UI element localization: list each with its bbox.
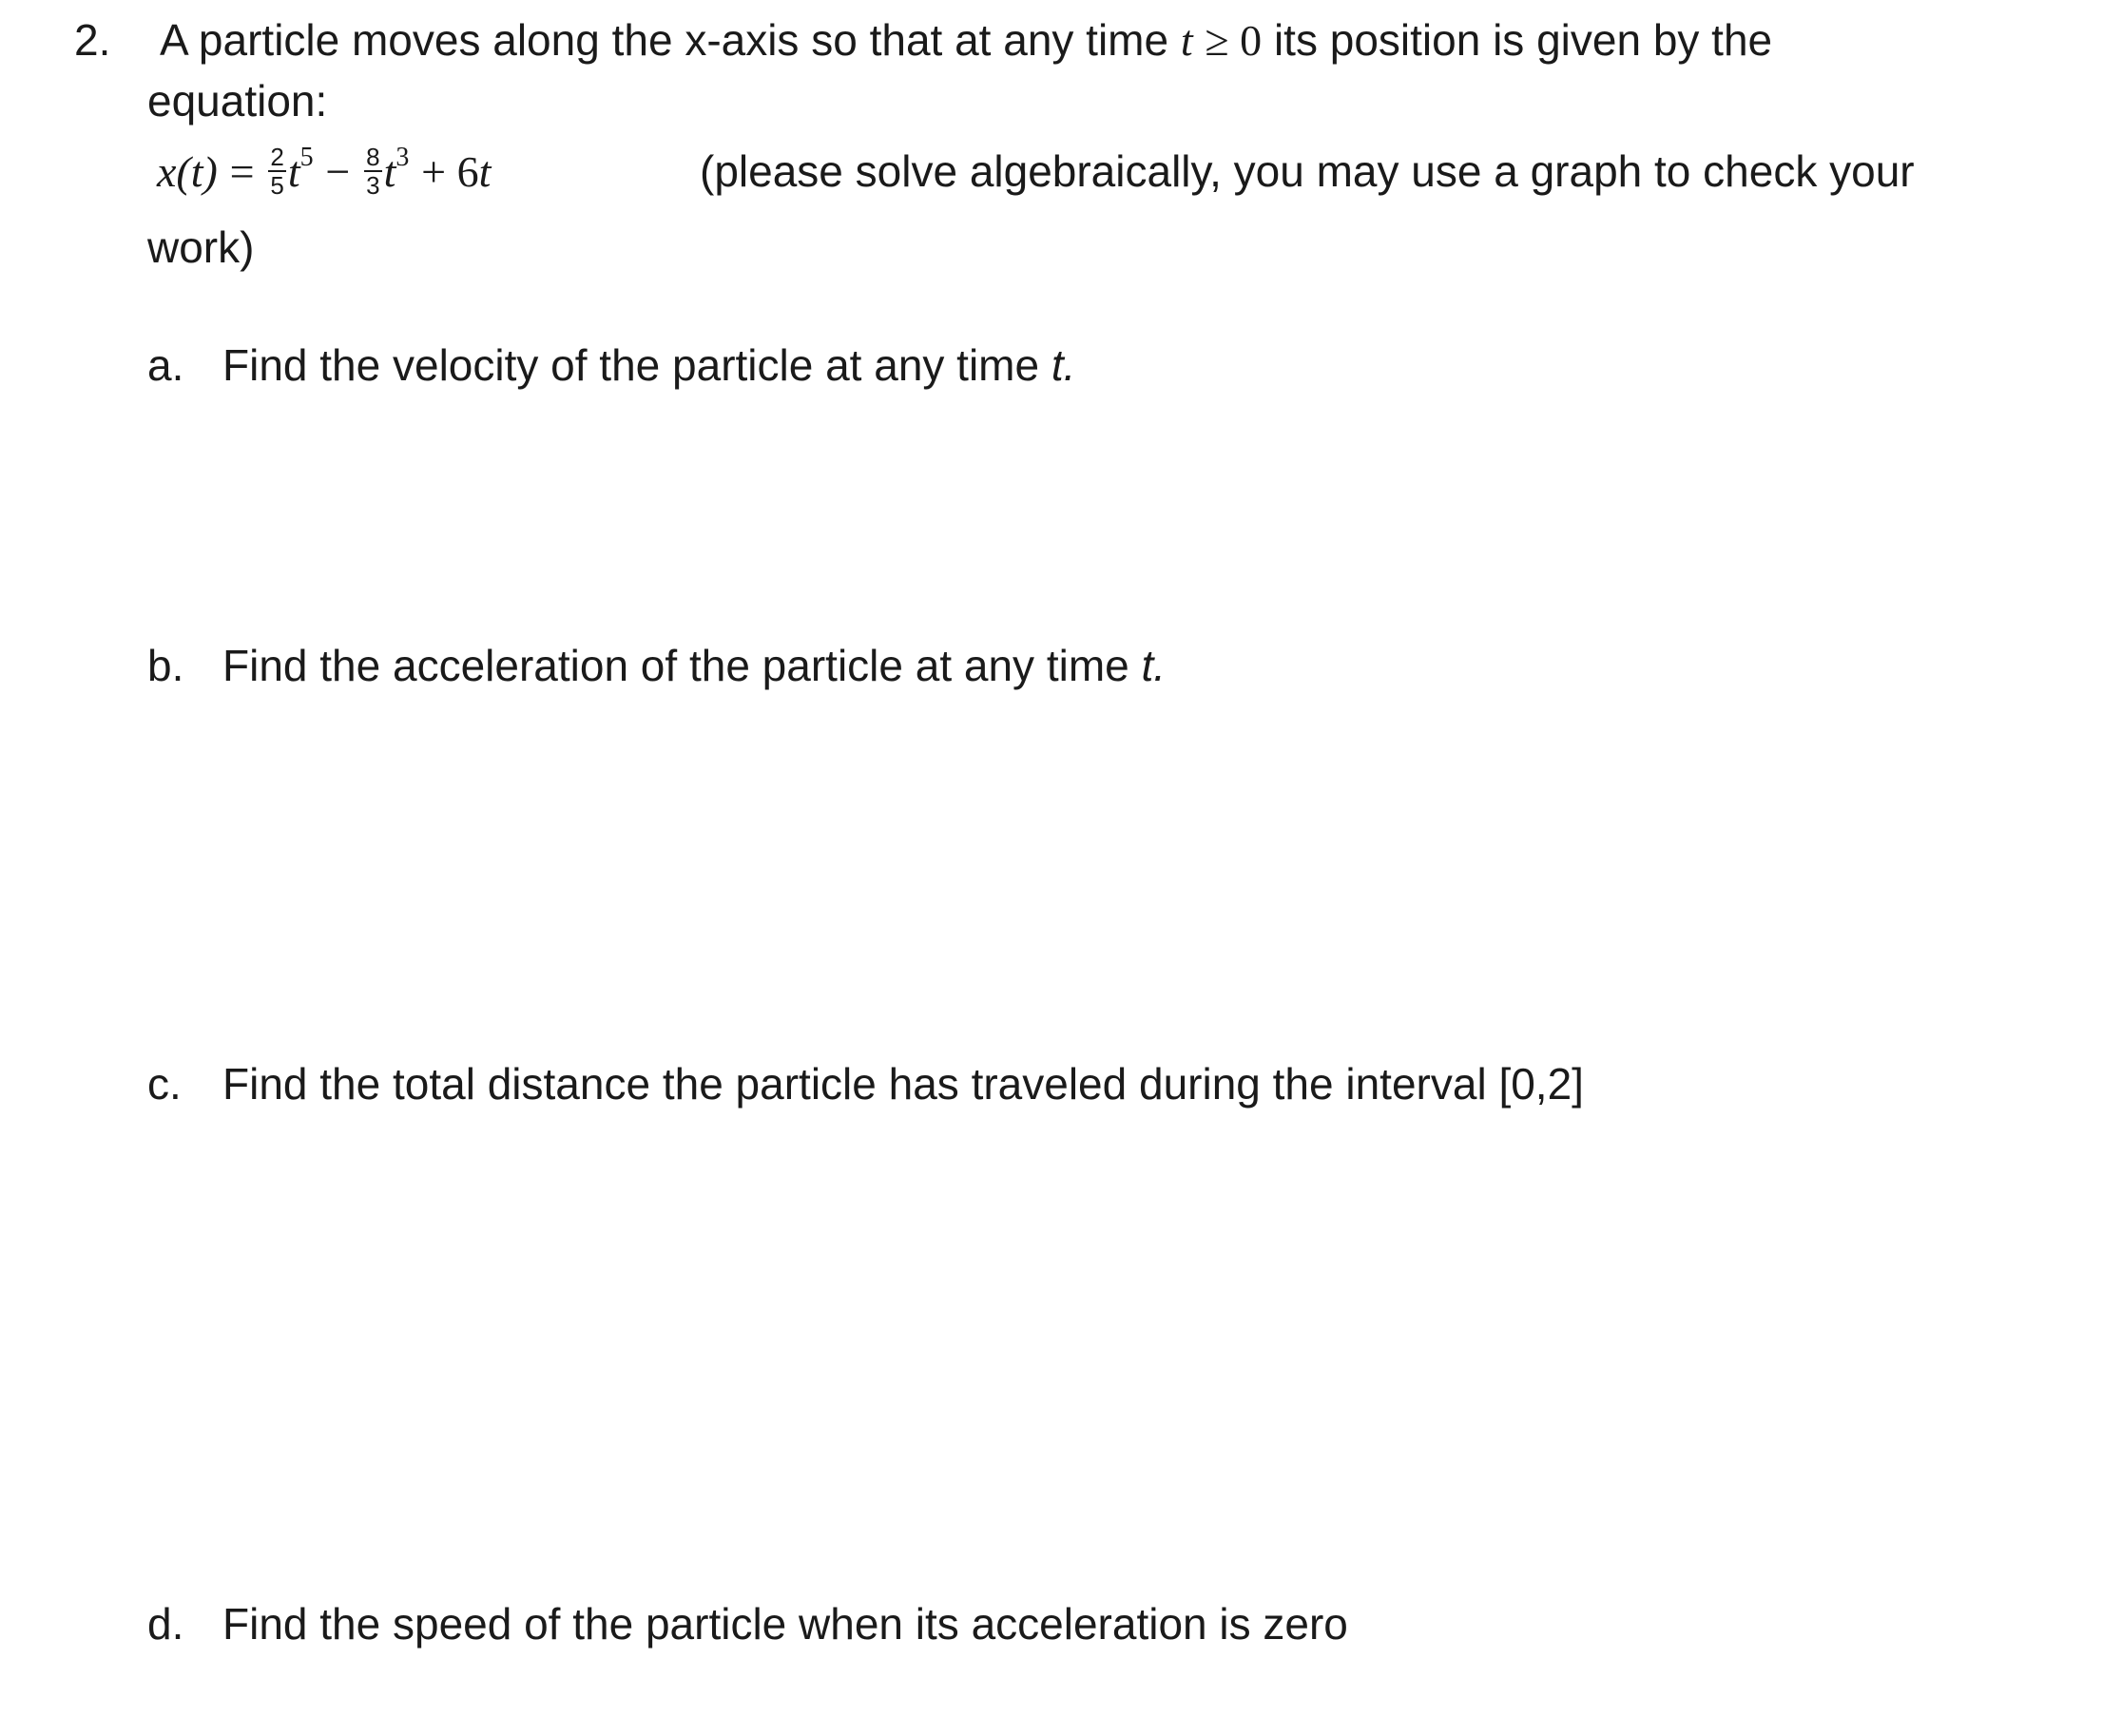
question-intro-continued: equation: [147,76,328,125]
part-d-label: d. [147,1599,184,1649]
fraction-denominator: 5 [270,170,284,200]
question-number: 2. [74,15,111,65]
part-c-text: Find the total distance the particle has traveled during the interval [0,2] [222,1059,1584,1109]
part-b-label: b. [147,641,184,690]
part-c-label: c. [147,1059,182,1109]
fraction-numerator: 2 [270,142,284,171]
fraction-numerator: 8 [366,142,380,171]
condition-variable: t [1180,16,1193,65]
equation-plus-six: + 6 [421,147,479,196]
part-a-label: a. [147,340,184,390]
condition-relation: ≥ 0 [1205,16,1263,65]
equation-term-t3: t [383,147,396,196]
part-d-text: Find the speed of the particle when its acceleration is zero [222,1599,1348,1649]
part-b-prompt: Find the acceleration of the particle at any time [222,641,1129,690]
equation-term-t: t [478,147,492,196]
intro-text: A particle moves along the x-axis so that at any time [160,15,1169,65]
part-a-prompt: Find the velocity of the particle at any time [222,340,1040,390]
exponent-3: 3 [395,143,410,172]
part-b-variable: t. [1141,641,1167,690]
instruction-note: (please solve algebraically, you may use a graph to check your [700,146,1915,196]
part-a-text [222,338,1075,392]
part-a-variable: t. [1051,340,1076,390]
fraction-eight-thirds [364,144,381,199]
exponent-5: 5 [299,143,314,172]
position-equation [157,142,492,211]
equation-term-t5: t [287,147,300,196]
part-b-text [222,639,1166,692]
fraction-denominator: 3 [366,170,380,200]
equation-equals: = [229,147,255,196]
instruction-note-continued: work) [147,222,255,272]
intro-end-text: its position is given by the [1273,15,1773,65]
equation-lhs: x(t) [157,147,218,196]
fraction-two-fifths [268,144,285,199]
equation-minus: − [325,147,351,196]
question-intro [160,13,1772,68]
